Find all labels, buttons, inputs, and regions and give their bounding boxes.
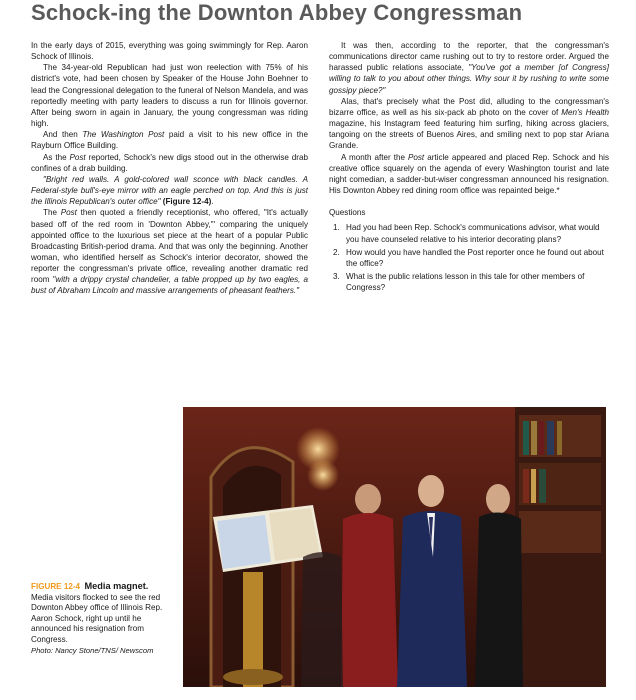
paragraph: A month after the Post article appeared and placed Rep. Schock and his creative office squarely on the agenda of every Washington tourist and late night comedian, a sadder-but-wiser congressman announced his resignation. His Downton Abbey red dining room office was repainted beige.* [329,152,609,196]
paragraph: Alas, that's precisely what the Post did, alluding to the congressman's bizarre office, as well as his six-pack ab photo on the cover of Men's Health magazine, his Instagram feed featuring him surfing, hiking across glaciers, tangoing on the streets of Buenos Aires, and smiling next to pop star Ariana Grande. [329,96,609,151]
figure-title: Media magnet. [84,581,149,591]
left-column [31,40,308,297]
figure-description: Media visitors flocked to see the red Downton Abbey office of Illinois Rep. Aaron Schock, right up until he announced his resignation from Congress. [31,592,163,644]
questions-heading: Questions [329,208,366,218]
paragraph: As the Post reported, Schock's new digs stood out in the otherwise drab confines of a drab building. [31,152,308,173]
paragraph: The 34-year-old Republican had just won reelection with 75% of his district's vote, had been chosen by Speaker of the House John Boehner to lead the Congressional delegation to the funeral of Nelson Mandela, and was reportedly meeting with party leaders to discuss a run for Illinois governor. After being sworn in again in January, the young congressman was riding high. [31,63,308,129]
figure-photo [183,407,606,687]
question-item: 3. What is the public relations lesson in this tale for other members of Congress? [333,271,585,293]
paragraph: It was then, according to the reporter, that the congressman's communications director came rushing out to try to restore order. Argued the harassed public relations associate, "You've got a member [of Congress] willing to talk to you about other things. Why sour it by rushing to write some gossipy piece?" [329,41,609,95]
paragraph: The Post then quoted a friendly receptionist, who offered, "It's actually based off of the red room in 'Downton Abbey,'" comparing the uniquely appointed office to the luxurious set piece at the heart of a popular Public Broadcasting British-period drama. And that was only the beginning. Another woman, who identified herself as Schock's interior decorator, showed the reporter the congressman's private office, revealing another dramatic red room "with a drippy crystal chandelier, a table propped up by two eagles, a bust of Abraham Lincoln and massive arrangements of pheasant feathers." [31,208,308,296]
right-column [329,40,609,295]
question-item: 1. Had you had been Rep. Schock's communications advisor, what would you have counseled relative to his interior decorating plans? [333,223,600,244]
questions-list [329,222,609,293]
figure-credit: Photo: Nancy Stone/TNS/ Newscom [31,645,154,655]
figure-label: FIGURE 12-4 [31,582,81,591]
article-title: Schock-ing the Downton Abbey Congressman [31,0,523,25]
question-item: 2. How would you have handled the Post reporter once he found out about the office? [333,247,604,268]
paragraph: And then The Washington Post paid a visit to his new office in the Rayburn Office Building. [31,130,309,151]
paragraph: "Bright red walls. A gold-colored wall sconce with black candles. A Federal-style bull's-eye mirror with an eagle perched on top. And this is just the Illinois Republican's outer office" (Figure 12-4). [31,174,308,207]
paragraph: In the early days of 2015, everything was going swimmingly for Rep. Aaron Schock of Illinois. [31,41,308,62]
figure-caption [31,581,179,656]
